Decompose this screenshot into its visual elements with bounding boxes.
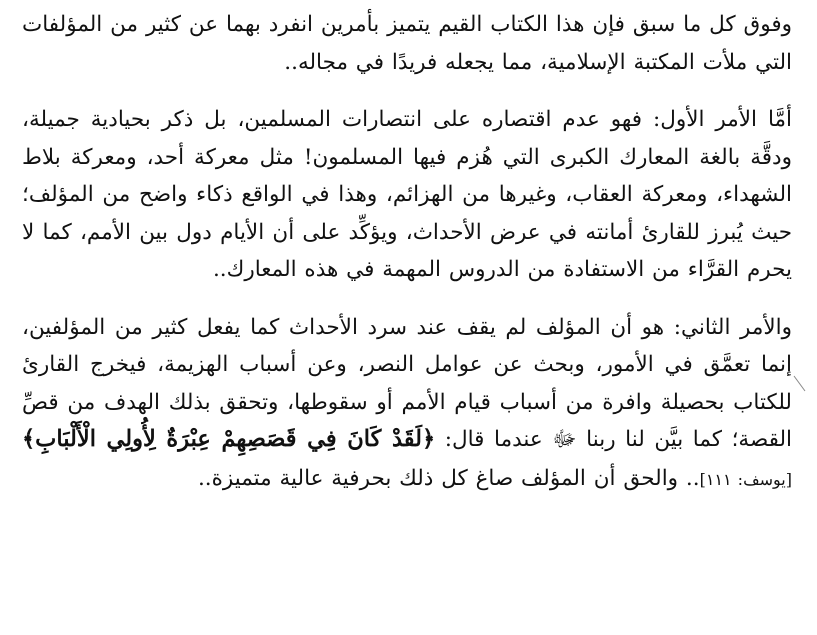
verse-reference: [يوسف: ١١١] [699, 469, 792, 489]
paragraph-second-matter-text: والأمر الثاني: هو أن المؤلف لم يقف عند سرد الأحداث كما يفعل كثير من المؤلفين، إنما تعمَّق في الأمور، وبحث عن عوامل النصر، وعن أسباب الهزيمة، فيخرج القارئ للكتاب بحصيلة وافرة من أسباب قيام الأمم أو سقوطها، وتحقق بذلك الهدف من قصِّ القصة؛ كما بيَّن لنا ربنا ﷻ عندما قال: [22, 314, 792, 452]
paragraph-intro: وفوق كل ما سبق فإن هذا الكتاب القيم يتميز بأمرين انفرد بهما عن كثير من المؤلفات التي ملأت المكتبة الإسلامية، مما يجعله فريدًا في مجاله.. [22, 12, 792, 75]
paragraph-closing-text: .. والحق أن المؤلف صاغ كل ذلك بحرفية عالية متميزة.. [197, 465, 700, 491]
scan-mark [793, 375, 807, 393]
document-page [22, 6, 792, 498]
quran-verse: ﴿لَقَدْ كَانَ فِي قَصَصِهِمْ عِبْرَةٌ لِأُولِي الْأَلْبَابِ﴾ [22, 426, 436, 452]
paragraph-first-matter: أمَّا الأمر الأول: فهو عدم اقتصاره على انتصارات المسلمين، بل ذكر بحيادية جميلة، ودقَّة بالغة المعارك الكبرى التي هُزم فيها المسلمون! مثل معركة أحد، ومعركة بلاط الشهداء، ومعركة العقاب، وغيرها من الهزائم، وهذا في الواقع ذكاء واضح من المؤلف؛ حيث يُبرز للقارئ أمانته في عرض الأحداث، ويؤكِّد على أن الأيام دول بين الأمم، كما لا يحرم القرَّاء من الاستفادة من الدروس المهمة في هذه المعارك.. [22, 107, 792, 282]
paragraph-second-matter [22, 309, 792, 499]
